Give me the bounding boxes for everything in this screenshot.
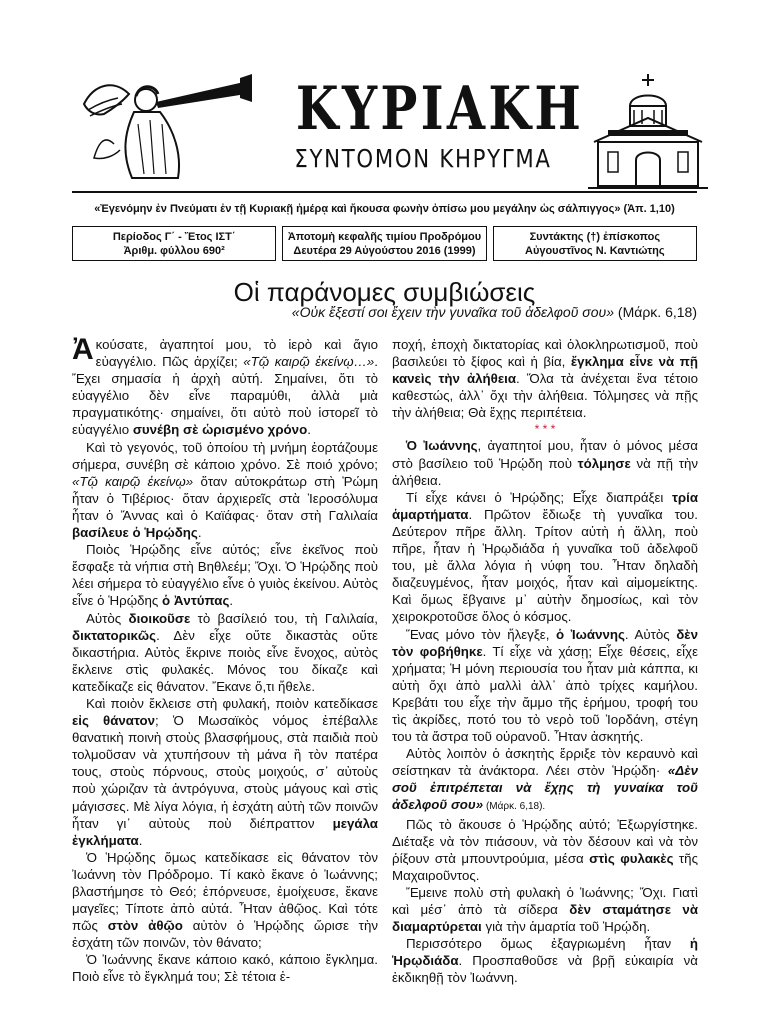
text: Ἔμεινε πολὺ στὴ φυλακὴ ὁ Ἰωάννης; Ὄχι. Γιατὶ καὶ μέσ᾽ ἀπὸ τὰ σίδερα <box>392 884 698 917</box>
text-italic: «Τῷ καιρῷ ἐκείνῳ» <box>72 473 194 489</box>
text-bold: στὸν ἀθῷο <box>107 918 183 934</box>
article-title: Οἱ παράνομες συμβιώσεις <box>233 277 536 307</box>
paragraph <box>392 626 698 746</box>
masthead-subtitle: ΣΥΝΤΟΜΟΝ ΚΗΡΥΓΜΑ <box>294 144 552 173</box>
text: . Ὅλα τὰ ἀνέχεται ἕνα τέτοιο καθεστώς, ἀλλ᾽ ὄχι τὴν ἀλήθεια. Τόλμησες νὰ πῇς τὴν ἀλήθεια; Θὰ ἔχῃς περιπέτεια. <box>392 371 698 421</box>
text-bold: στὶς φυλακὲς <box>589 850 674 866</box>
text-bold: τόλμησε <box>577 455 631 471</box>
text: αὐτὸν ὁ Ἡρῴδης ὥρισε τὴν ἐσχάτη τῶν ποινῶν, τὸν θάνατο; <box>72 918 378 951</box>
paragraph <box>392 489 698 626</box>
author-role: Συντάκτης (†) ἐπίσκοπος <box>529 230 661 243</box>
text: νὰ πῇ τὴν ἀλήθεια. <box>392 455 698 488</box>
text: Ποιὸς Ἡρῴδης εἶνε αὐτός; εἶνε ἐκεῖνος ποὺ ἔσφαξε τὰ νήπια στὴ Βηθλεέμ; Ὄχι. Ὁ Ἡρῴδης ποὺ λέει σήμερα τὸ εὐαγγέλιο εἶνε ὁ γυιὸς ἐκείνου. Αὐτὸς εἶνε ὁ Ἡρῴδης <box>72 542 378 609</box>
paragraph <box>72 695 378 849</box>
text: Περισσότερο ὅμως ἐξαγριωμένη ἦταν <box>406 936 690 952</box>
author-name: Αὐγουστῖνος Ν. Καντιώτης <box>525 244 665 257</box>
paragraph <box>72 610 378 695</box>
text: Αὐτὸς λοιπὸν ὁ ἀσκητὴς ἔρριξε τὸν κεραυνὸ καὶ σείστηκαν τὰ ἀνάκτορα. Λέει στὸν Ἡρῴδη· <box>392 746 698 779</box>
text: τὸ βασίλειό του, τὴ Γαλιλαία, <box>190 610 378 626</box>
subtitle-reference: (Μάρκ. 6,18) <box>617 304 697 320</box>
church-icon <box>588 72 708 190</box>
article-subtitle <box>72 304 697 320</box>
text: Καὶ τὸ γεγονός, τοῦ ὁποίου τὴ μνήμη ἑορτάζουμε σήμερα, συνέβη σὲ κάποιο χρόνο. Σὲ ποιό χρόνο; <box>72 439 378 472</box>
text: Τί εἶχε κάνει ὁ Ἡρῴδης; Εἶχε διαπράξει <box>406 489 672 505</box>
text-bold: τρία ἁμαρτήματα <box>392 489 698 522</box>
text-bold: δικτατορικῶς <box>72 627 157 643</box>
text: . Προσπαθοῦσε νὰ βρῇ εὐκαιρία νὰ ἐκδικηθῇ τὸν Ἰωάννη. <box>392 953 698 986</box>
text-bold: ἡ Ἡρῳδιάδα <box>392 936 698 969</box>
text: . <box>138 832 143 848</box>
feast-date: Δευτέρα 29 Αὐγούστου 2016 (1999) <box>293 244 476 257</box>
section-separator: * * * <box>534 422 556 437</box>
author-box <box>493 226 697 261</box>
text: . Δὲν εἶχε οὔτε δικαστὰς οὔτε δικαστήρια. Αὐτὸς ἔκρινε ποιὸς εἶνε ἔνοχος, αὐτὸς ἔκλεινε στὶς φυλακές. Μόνος του δίκαζε καὶ κατεδίκαζε εἰς θάνατον. Ἔκανε ὅ,τι ἤθελε. <box>72 627 378 694</box>
text-bold: Ὁ Ἰωάννης <box>406 438 478 454</box>
feast-box <box>282 226 486 261</box>
text: . Τί εἶχε νὰ χάσῃ; Εἶχε θέσεις, εἶχε χρήματα; Ἡ μόνη περιουσία του ἦταν μιὰ κάππα, κι αὐτὴ ὄχι ἀπὸ μαλλὶ ἀλλ᾽ ἀπὸ τρίχες καμήλου. Κρεβάτι του εἶχε τὴν ἄμμο τῆς ἐρήμου, τροφή του τὶς ἀκρίδες, ποτό του τὸ νερὸ τοῦ Ἰορδάνη, στέγη του τὰ ἄστρα τοῦ οὐρανοῦ. Ἦταν ἀσκητής. <box>392 643 698 745</box>
text: ὅταν αὐτοκράτωρ στὴ Ῥώμη ἦταν ὁ Τιβέριος· ὅταν ἀρχιερεῖς στὰ Ἱεροσόλυμα ἦταν ὁ Ἄννας καὶ ὁ Καϊάφας· ὅταν στὴ Γαλιλαία <box>72 473 378 523</box>
paragraph <box>72 333 378 439</box>
paragraph <box>72 541 378 609</box>
subtitle-quote: «Οὐκ ἔξεστί σοι ἔχειν τὴν γυναῖκα τοῦ ἀδελφοῦ σου» <box>291 304 615 320</box>
text: , ἀγαπητοί μου, ἦταν ὁ μόνος μέσα στὸ βασίλειο τοῦ Ἡρῴδη ποὺ <box>392 438 698 471</box>
text-bold: εἰς θάνατον <box>72 713 156 729</box>
text: Καὶ ποιὸν ἔκλεισε στὴ φυλακή, ποιὸν κατεδίκασε <box>86 695 378 711</box>
text: . Ἔχει σημασία ἡ ἀρχὴ αὐτή. Σημαίνει, ὅτι τὸ εὐαγγέλιο δὲν εἶνε παραμύθι, ἀλλὰ μιὰ πραγματικότης· σημαίνει, ὅτι αὐτὸ ποὺ ἱστορεῖ τὸ εὐαγγέλιο <box>72 354 378 438</box>
text: . Πρῶτον ἔδιωξε τὴ γυναῖκα του. Δεύτερον πῆρε ἄλλη. Τρίτον αὐτὴ ἡ ἄλλη, ποὺ πῆρε, ἦταν ἡ Ἡρῳδιάδα ἡ γυναῖκα τοῦ ἀδελφοῦ του, μὲ ἄλλα λόγια ἡ νύφη του. Ἦταν δηλαδὴ διαζευγμένος, ἦταν μοιχός, ἦταν καὶ αἱμομείκτης. Καὶ ὅμως ἔβγαινε μ᾽ αὐτὴν δημοσίως, καὶ τὸν χειροκροτοῦσε ὅλος ὁ κόσμος. <box>392 506 698 625</box>
masthead-title: ΚΥΡΙΑΚΗ <box>295 74 585 144</box>
text: τῆς Μαχαιροῦντος. <box>392 850 698 883</box>
paragraph <box>72 439 378 542</box>
text: . <box>197 525 202 541</box>
text-bold: ὁ Ἰωάννης <box>555 626 625 642</box>
paragraph <box>392 935 698 986</box>
text: κούσατε, ἀγαπητοί μου, τὸ ἱερὸ καὶ ἅγιο εὐαγγέλιο. Πῶς ἀρχίζει; <box>95 337 378 370</box>
text-bold: διοικοῦσε <box>128 610 191 626</box>
paragraph <box>392 745 698 815</box>
text-bold: συνέβη σὲ ὡρισμένο χρόνο <box>132 422 308 438</box>
text: Αὐτὸς <box>86 610 129 626</box>
paragraph: Ὁ Ἰωάννης ἔκανε κάποιο κακό, κάποιο ἔγκλημα. Ποιὸ εἶνε τὸ ἔγκλημά του; Σὲ τέτοια ἐ- <box>72 952 378 985</box>
text: γιὰ τὴν ἁμαρτία τοῦ Ἡρῴδη. <box>481 919 651 935</box>
text: Ἕνας μόνο τὸν ἤλεγξε, <box>406 626 556 642</box>
drop-cap: Ἀ <box>72 333 94 366</box>
article-column-left <box>72 333 378 986</box>
article-column-right <box>392 336 698 986</box>
header-rule <box>72 191 697 193</box>
paragraph <box>72 849 378 952</box>
period-line: Περίοδος Γ΄ - Ἔτος ΙΣΤ΄ <box>112 230 236 243</box>
period-box <box>72 226 276 261</box>
text: . <box>307 422 311 438</box>
text-bold: δὲν σταμάτησε νὰ διαμαρτύρεται <box>392 902 698 935</box>
trumpet-angel-icon <box>74 74 254 184</box>
text-bold: βασίλευε ὁ Ἡρῴδης <box>72 525 198 541</box>
scripture-quote: «Ἐγενόμην ἐν Πνεύματι ἐν τῇ Κυριακῇ ἡμέρᾳ καὶ ἤκουσα φωνὴν ὀπίσω μου μεγάλην ὡς σάλπιγγος» (Ἀπ. 1,10) <box>94 203 675 215</box>
paragraph <box>392 336 698 421</box>
masthead-brand <box>268 74 585 174</box>
issue-number: Ἀριθμ. φύλλου 690² <box>123 244 225 257</box>
text-bold: ἔγκλημα εἶνε νὰ πῇ κανεὶς τὴν ἀλήθεια <box>392 354 698 387</box>
text: (Μάρκ. 6,18). <box>483 801 546 813</box>
issue-info-bar <box>72 226 697 261</box>
paragraph <box>392 437 698 488</box>
paragraph <box>392 884 698 935</box>
text: Ὁ Ἡρῴδης ὅμως κατεδίκασε εἰς θάνατον τὸν Ἰωάννη τὸν Πρόδρομο. Τί κακὸ ἔκανε ὁ Ἰωάννης; βλαστήμησε τὸ Θεό; ἐπόρνευσε, ἐμοίχευσε, ἔκανε μαγεῖες; Τίποτε ἀπὸ αὐτά. Ἦταν ἀθῷος. Καὶ τότε πῶς <box>72 849 378 934</box>
text: ; Ὁ Μωσαϊκὸς νόμος ἐπέβαλλε θανατικὴ ποινὴ στοὺς βλασφήμους, στὰ παιδιὰ ποὺ τολμοῦσαν νὰ χτυπήσουν τὴ μάνα ἢ τὸν πατέρα τους, στοὺς πόρνους, στοὺς μοιχούς, σ᾽ αὐτοὺς ποὺ χώριζαν τὰ ἀντρόγυνα, στοὺς μάγους καὶ στὶς μάγισσες. Μὲ λίγα λόγια, ἡ ἐσχάτη αὐτὴ τῶν ποινῶν ἦταν γι᾽ αὐτοὺς ποὺ διέπραττον <box>72 713 378 831</box>
text-bold-italic: «Δὲν σοῦ ἐπιτρέπεται νὰ ἔχῃς τὴ γυναίκα τοῦ ἀδελφοῦ σου» <box>392 763 698 813</box>
text: ποχή, ἐποχὴ δικτατορίας καὶ ὁλοκληρωτισμοῦ, ποὺ βασιλεύει τὸ ξίφος καὶ ἡ βία, <box>392 337 698 370</box>
feast-name: Ἀποτομὴ κεφαλῆς τιμίου Προδρόμου <box>287 230 482 243</box>
text-bold: μεγάλα ἐγκλήματα <box>72 815 378 848</box>
text: . <box>229 593 234 609</box>
text: . Αὐτὸς <box>624 626 677 642</box>
text: Πῶς τὸ ἄκουσε ὁ Ἡρῴδης αὐτό; Ἐξωργίστηκε. Διέταξε νὰ τὸν πιάσουν, νὰ τὸν δέσουν καὶ νὰ τὸν ῥίξουν στὰ μπουντρούμια, μέσα <box>392 816 698 866</box>
text-bold: ὁ Ἀντύπας <box>162 593 230 609</box>
text-bold: δὲν τὸν φοβήθηκε <box>392 626 699 659</box>
text-italic: «Τῷ καιρῷ ἐκείνῳ…» <box>243 354 375 370</box>
paragraph <box>392 816 698 884</box>
masthead <box>68 70 708 190</box>
